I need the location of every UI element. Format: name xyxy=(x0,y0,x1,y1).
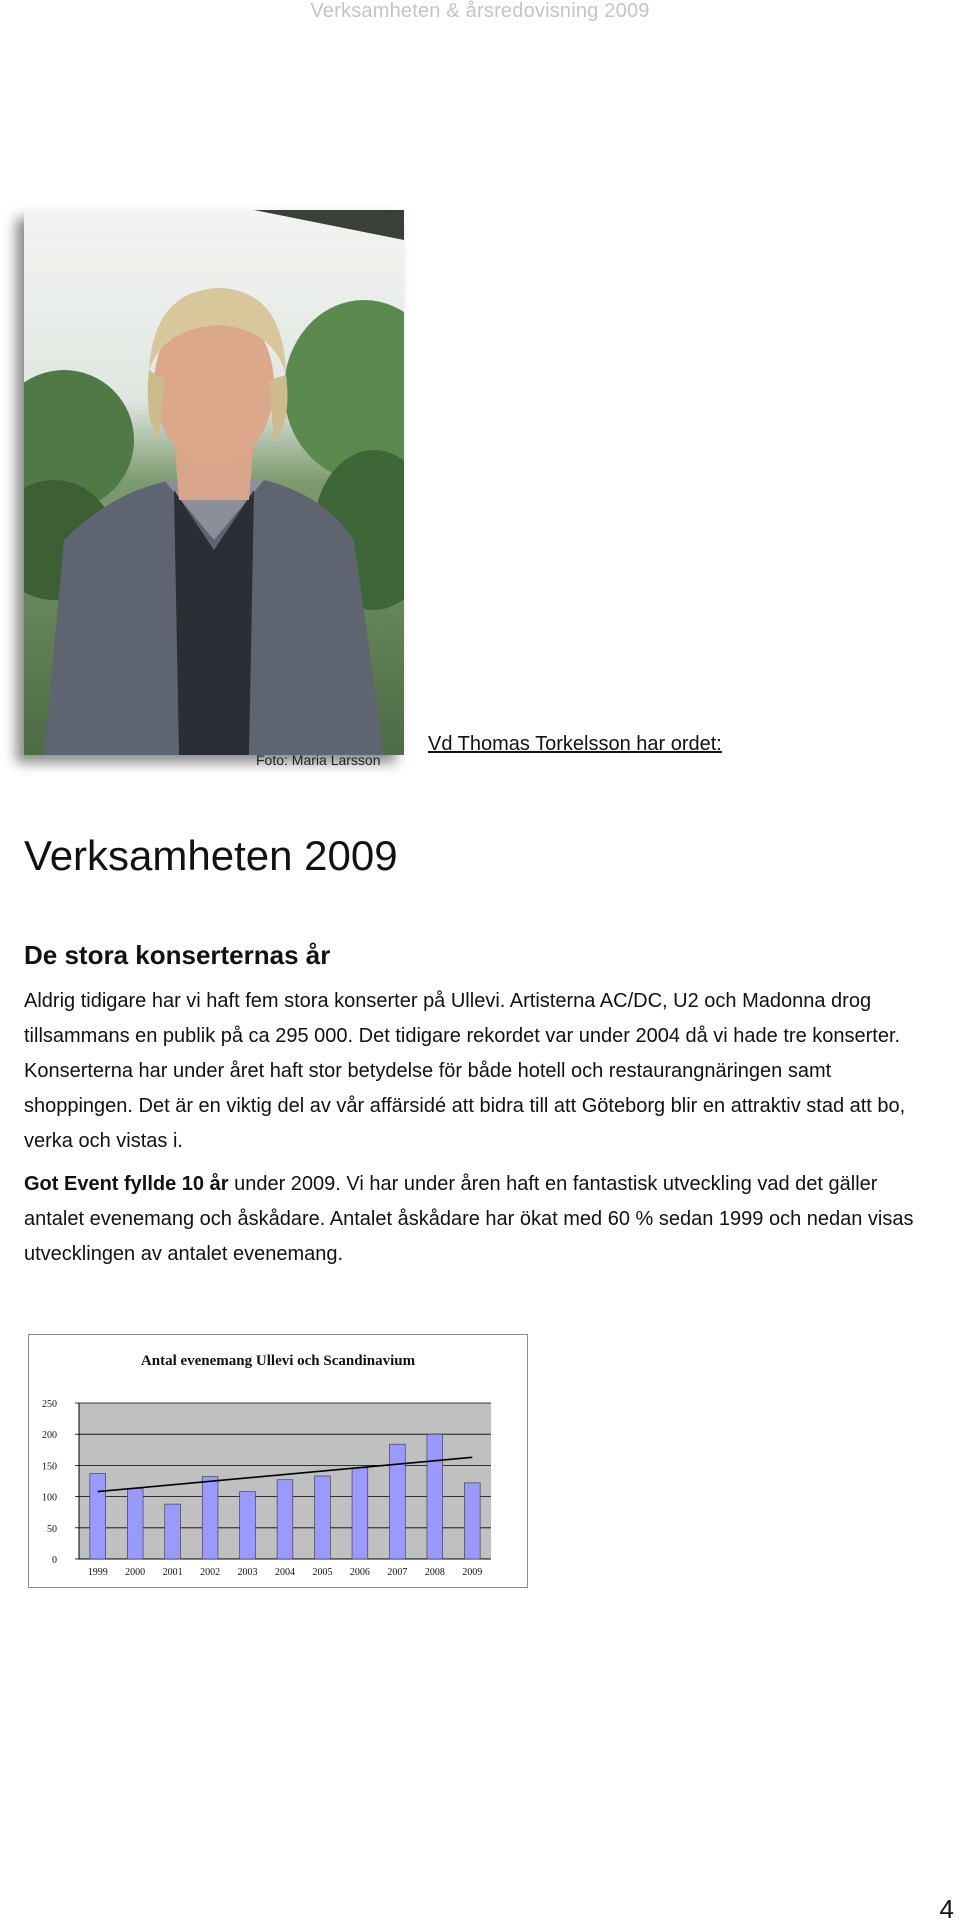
y-tick-label: 150 xyxy=(42,1461,57,1473)
portrait-photo xyxy=(24,210,404,755)
x-tick-label: 2003 xyxy=(237,1567,258,1578)
section-title: Verksamheten 2009 xyxy=(24,832,398,879)
x-tick-label: 1999 xyxy=(87,1567,108,1578)
chart-bar-2006 xyxy=(352,1468,368,1559)
y-tick-label: 100 xyxy=(42,1492,57,1504)
paragraph-concerts: Aldrig tidigare har vi haft fem stora konserter på Ullevi. Artisterna AC/DC, U2 och Madonna drog tillsammans en publik på ca 295 000. Det tidigare rekordet var under 2004 då vi hade tre konserter. Konserterna har under året haft stor betydelse för både hotell och restaurangnäringen samt shoppingen. Det är en viktig del av vår affärsidé att bidra till att Göteborg blir en attraktiv stad att bo, verka och vistas i. xyxy=(24,990,906,1152)
anniversary-bold: Got Event fyllde 10 år xyxy=(24,1173,229,1195)
y-tick-label: 50 xyxy=(47,1523,57,1535)
paragraph-anniversary xyxy=(24,1167,934,1272)
portrait-image xyxy=(24,210,404,755)
running-header: Verksamheten & årsredovisning 2009 xyxy=(310,0,650,22)
x-tick-label: 2002 xyxy=(200,1567,221,1578)
chart-bar-2007 xyxy=(389,1444,405,1559)
y-tick-label: 0 xyxy=(52,1555,57,1566)
y-tick-label: 250 xyxy=(42,1399,57,1410)
x-tick-label: 2008 xyxy=(424,1567,445,1578)
chart-bar-2000 xyxy=(127,1488,143,1559)
events-chart xyxy=(28,1334,528,1588)
vd-letter-link[interactable]: Vd Thomas Torkelsson har ordet: xyxy=(428,733,722,755)
chart-title: Antal evenemang Ullevi och Scandinavium xyxy=(140,1353,416,1369)
x-tick-label: 2004 xyxy=(275,1567,295,1578)
chart-bar-2002 xyxy=(202,1477,218,1559)
chart-bar-2001 xyxy=(165,1504,181,1559)
photo-credit: Foto: Maria Larsson xyxy=(256,752,381,768)
x-tick-label: 2000 xyxy=(125,1567,146,1578)
y-tick-label: 200 xyxy=(42,1430,57,1442)
chart-bar-2004 xyxy=(277,1480,293,1559)
chart-bar-2009 xyxy=(464,1483,480,1559)
chart-bar-1999 xyxy=(90,1474,106,1559)
chart-bar-2005 xyxy=(315,1476,331,1559)
chart-bar-2008 xyxy=(427,1434,443,1559)
x-tick-label: 2001 xyxy=(162,1567,183,1578)
section-subheading: De stora konserternas år xyxy=(24,940,331,970)
page-number: 4 xyxy=(939,1894,954,1924)
events-chart-svg xyxy=(29,1335,527,1587)
x-tick-label: 2009 xyxy=(462,1567,483,1578)
x-tick-label: 2007 xyxy=(387,1567,408,1578)
x-tick-label: 2005 xyxy=(312,1567,333,1578)
chart-bar-2003 xyxy=(240,1492,256,1559)
x-tick-label: 2006 xyxy=(349,1567,370,1578)
anniversary-text: under 2009. Vi har under åren haft en fantastisk utveckling vad det gäller antalet evenemang och åskådare. Antalet åskådare har ökat med 60 % sedan 1999 och nedan visas utvecklingen av antalet evenemang. xyxy=(24,1173,914,1265)
